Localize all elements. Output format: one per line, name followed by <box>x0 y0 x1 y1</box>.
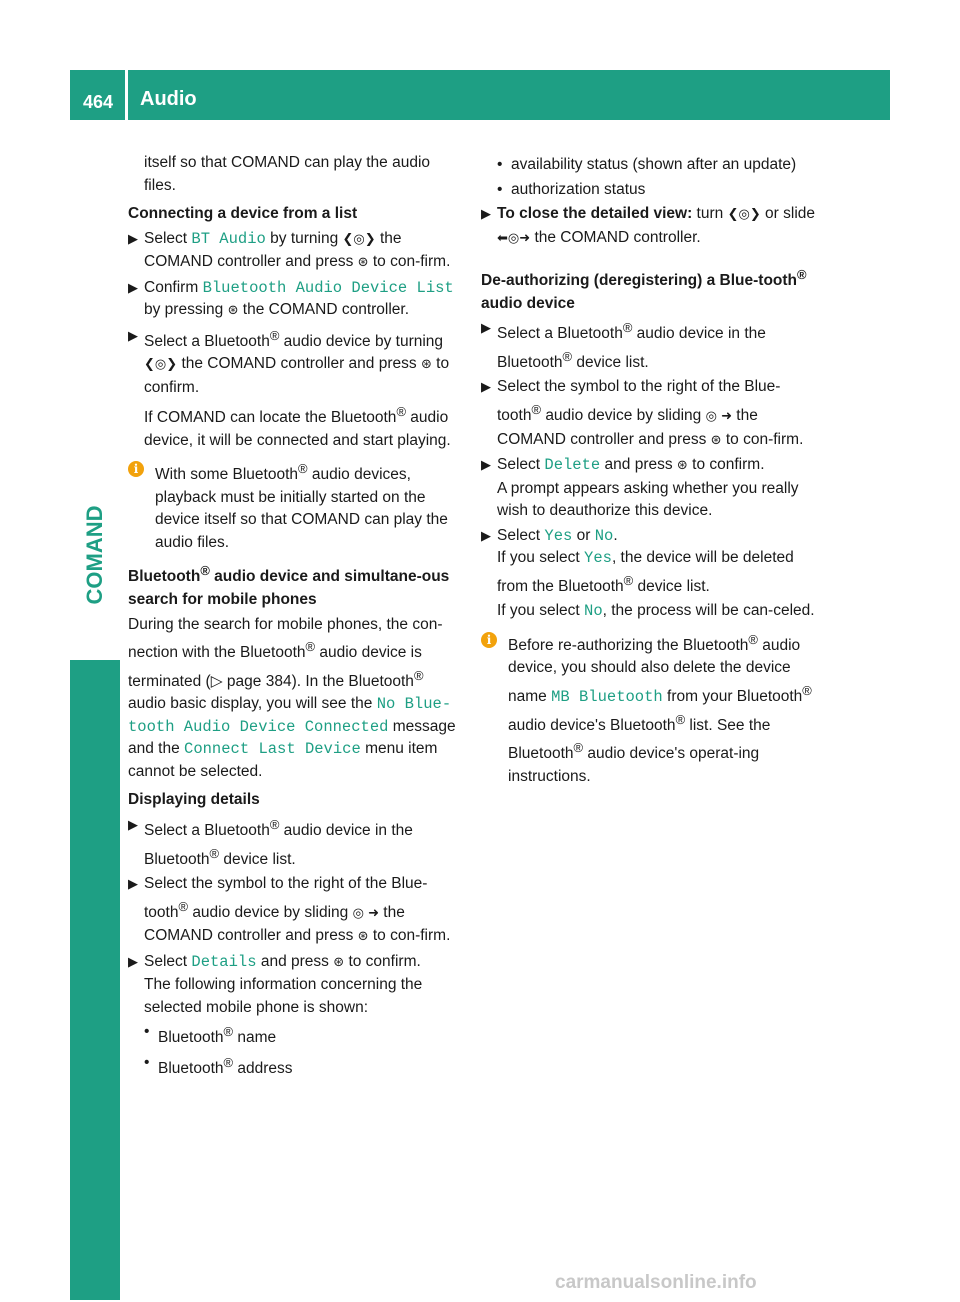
menu-yes[interactable]: Yes <box>544 526 573 545</box>
side-label-text: COMAND <box>82 505 107 605</box>
side-label <box>70 480 120 630</box>
step-arrow-icon: ▶ <box>128 279 138 295</box>
menu-details[interactable]: Details <box>191 952 257 971</box>
step-select-details: ▶ Select Details and press ⊛ to confirm. The following information concerning the selected mobile phone is shown: <box>128 952 423 1016</box>
step-details-select-device: ▶ Select a Bluetooth® audio device in the Bluetooth® device list. <box>128 814 463 871</box>
step-arrow-icon: ▶ <box>128 230 138 246</box>
step-close-detailed-view: ▶ To close the detailed view: turn ❮◎❯ or slide ⬅◎➜ the COMAND controller. <box>481 205 815 246</box>
info-icon: i <box>128 461 144 477</box>
step-arrow-icon: ▶ <box>128 816 138 832</box>
bullet-icon: • <box>144 1054 150 1072</box>
step-select-device: ▶ Select a Bluetooth® audio device by turning ❮◎❯ the COMAND controller and press ⊛ to confirm. <box>128 325 463 400</box>
step-select-no-note: If you select No, the process will be can-celed. <box>497 602 815 621</box>
press-controller-icon: ⊛ <box>710 432 722 448</box>
bullet-bluetooth-address: • Bluetooth® address <box>144 1054 293 1078</box>
watermark: carmanualsonline.info <box>555 1272 757 1293</box>
step-arrow-icon: ▶ <box>128 953 138 969</box>
menu-no-ref: No <box>584 602 603 621</box>
press-controller-icon: ⊛ <box>676 458 688 474</box>
heading-connecting: Connecting a device from a list <box>128 205 358 222</box>
step-select-device-note: If COMAND can locate the Bluetooth® audio device, it will be connected and start playing. <box>144 404 451 449</box>
step-details-select-symbol: ▶ Select the symbol to the right of the Blue-tooth® audio device by sliding ◎ ➜ the COMAND controller and press ⊛ to con-firm. <box>128 875 451 945</box>
step-select-delete: ▶ Select Delete and press ⊛ to confirm. A prompt appears asking whether you really wish to deauthorize this device. <box>481 456 799 520</box>
slide-right-icon: ◎ ➜ <box>705 409 732 425</box>
step-arrow-icon: ▶ <box>481 320 491 336</box>
turn-controller-icon: ❮◎❯ <box>342 231 376 247</box>
press-controller-icon: ⊛ <box>357 929 369 945</box>
menu-delete[interactable]: Delete <box>544 456 601 475</box>
left-column <box>128 152 463 1083</box>
menu-bt-audio[interactable]: BT Audio <box>191 229 266 248</box>
right-column <box>481 152 816 790</box>
step-confirm-device-list: ▶ Confirm Bluetooth Audio Device List by pressing ⊛ the COMAND controller. <box>128 278 454 318</box>
side-block <box>70 660 120 1300</box>
press-controller-icon: ⊛ <box>333 954 345 970</box>
bullet-authorization-status: • authorization status <box>481 179 816 202</box>
step-deauth-select-device: ▶ Select a Bluetooth® audio device in the Bluetooth® device list. <box>481 317 816 374</box>
info-note-reauthorizing: i Before re-authorizing the Bluetooth® audio device, you should also delete the device name MB Bluetooth from your Bluetooth® audio device's Bluetooth® list. See the Bluetooth® audio device's operat-ing instructions. <box>481 629 816 789</box>
step-select-yes-no: ▶ Select Yes or No. If you select Yes, the device will be deleted from the Bluetooth® device list. <box>481 526 794 595</box>
step-arrow-icon: ▶ <box>128 327 138 343</box>
continued-text: itself so that COMAND can play the audio files. <box>144 154 431 194</box>
press-controller-icon: ⊛ <box>420 357 432 373</box>
page-number: 464 <box>82 92 114 112</box>
bullet-bluetooth-name: • Bluetooth® name <box>144 1023 277 1047</box>
slide-right-icon: ◎ ➜ <box>352 905 379 921</box>
press-controller-icon: ⊛ <box>357 255 369 270</box>
step-arrow-icon: ▶ <box>128 876 138 892</box>
bullet-icon: • <box>497 180 503 198</box>
turn-controller-icon: ❮◎❯ <box>144 357 178 373</box>
step-arrow-icon: ▶ <box>481 379 491 395</box>
menu-no[interactable]: No <box>594 526 614 545</box>
info-icon: i <box>481 632 497 648</box>
header-divider <box>125 70 128 120</box>
bullet-icon: • <box>144 1023 150 1041</box>
info-note-playback: i With some Bluetooth® audio devices, playback must be initially started on the device itself so that COMAND can play the audio files. <box>128 458 463 554</box>
paragraph-simultaneous-search: During the search for mobile phones, the con-nection with the Bluetooth® audio device is terminated (▷ page 384). In the Bluetooth® audio basic display, you will see the No Blue-tooth Audio Device Connected message and the Connect Last Device menu item cannot be selected. <box>128 615 456 780</box>
turn-controller-icon: ❮◎❯ <box>727 207 761 222</box>
menu-yes-ref: Yes <box>584 549 612 568</box>
section-title: Audio <box>140 88 197 110</box>
message-no-device-connected: No Blue-tooth Audio Device Connected <box>128 695 452 736</box>
bullet-icon: • <box>497 156 503 173</box>
device-name-mb-bluetooth: MB Bluetooth <box>551 688 663 707</box>
heading-displaying-details: Displaying details <box>128 791 260 809</box>
step-arrow-icon: ▶ <box>481 457 491 473</box>
menu-bluetooth-audio-device-list[interactable]: Bluetooth Audio Device List <box>202 278 454 297</box>
heading-simultaneous-search: Bluetooth® audio device and simultane-ous search for mobile phones <box>128 563 450 609</box>
heading-deauthorizing: De-authorizing (deregistering) a Blue-tooth® audio device <box>481 267 807 312</box>
press-controller-icon: ⊛ <box>227 303 239 318</box>
slide-left-right-icon: ⬅◎➜ <box>497 230 531 246</box>
step-arrow-icon: ▶ <box>481 206 491 221</box>
bullet-availability-status: • availability status (shown after an update) <box>481 154 816 177</box>
step-select-bt-audio: ▶ Select BT Audio by turning ❮◎❯ the COMAND controller and press ⊛ to con-firm. <box>128 229 451 270</box>
step-deauth-select-symbol: ▶ Select the symbol to the right of the Blue-tooth® audio device by sliding ◎ ➜ the COMAND controller and press ⊛ to con-firm. <box>481 378 804 448</box>
step-arrow-icon: ▶ <box>481 527 491 543</box>
menu-connect-last-device[interactable]: Connect Last Device <box>184 740 361 759</box>
